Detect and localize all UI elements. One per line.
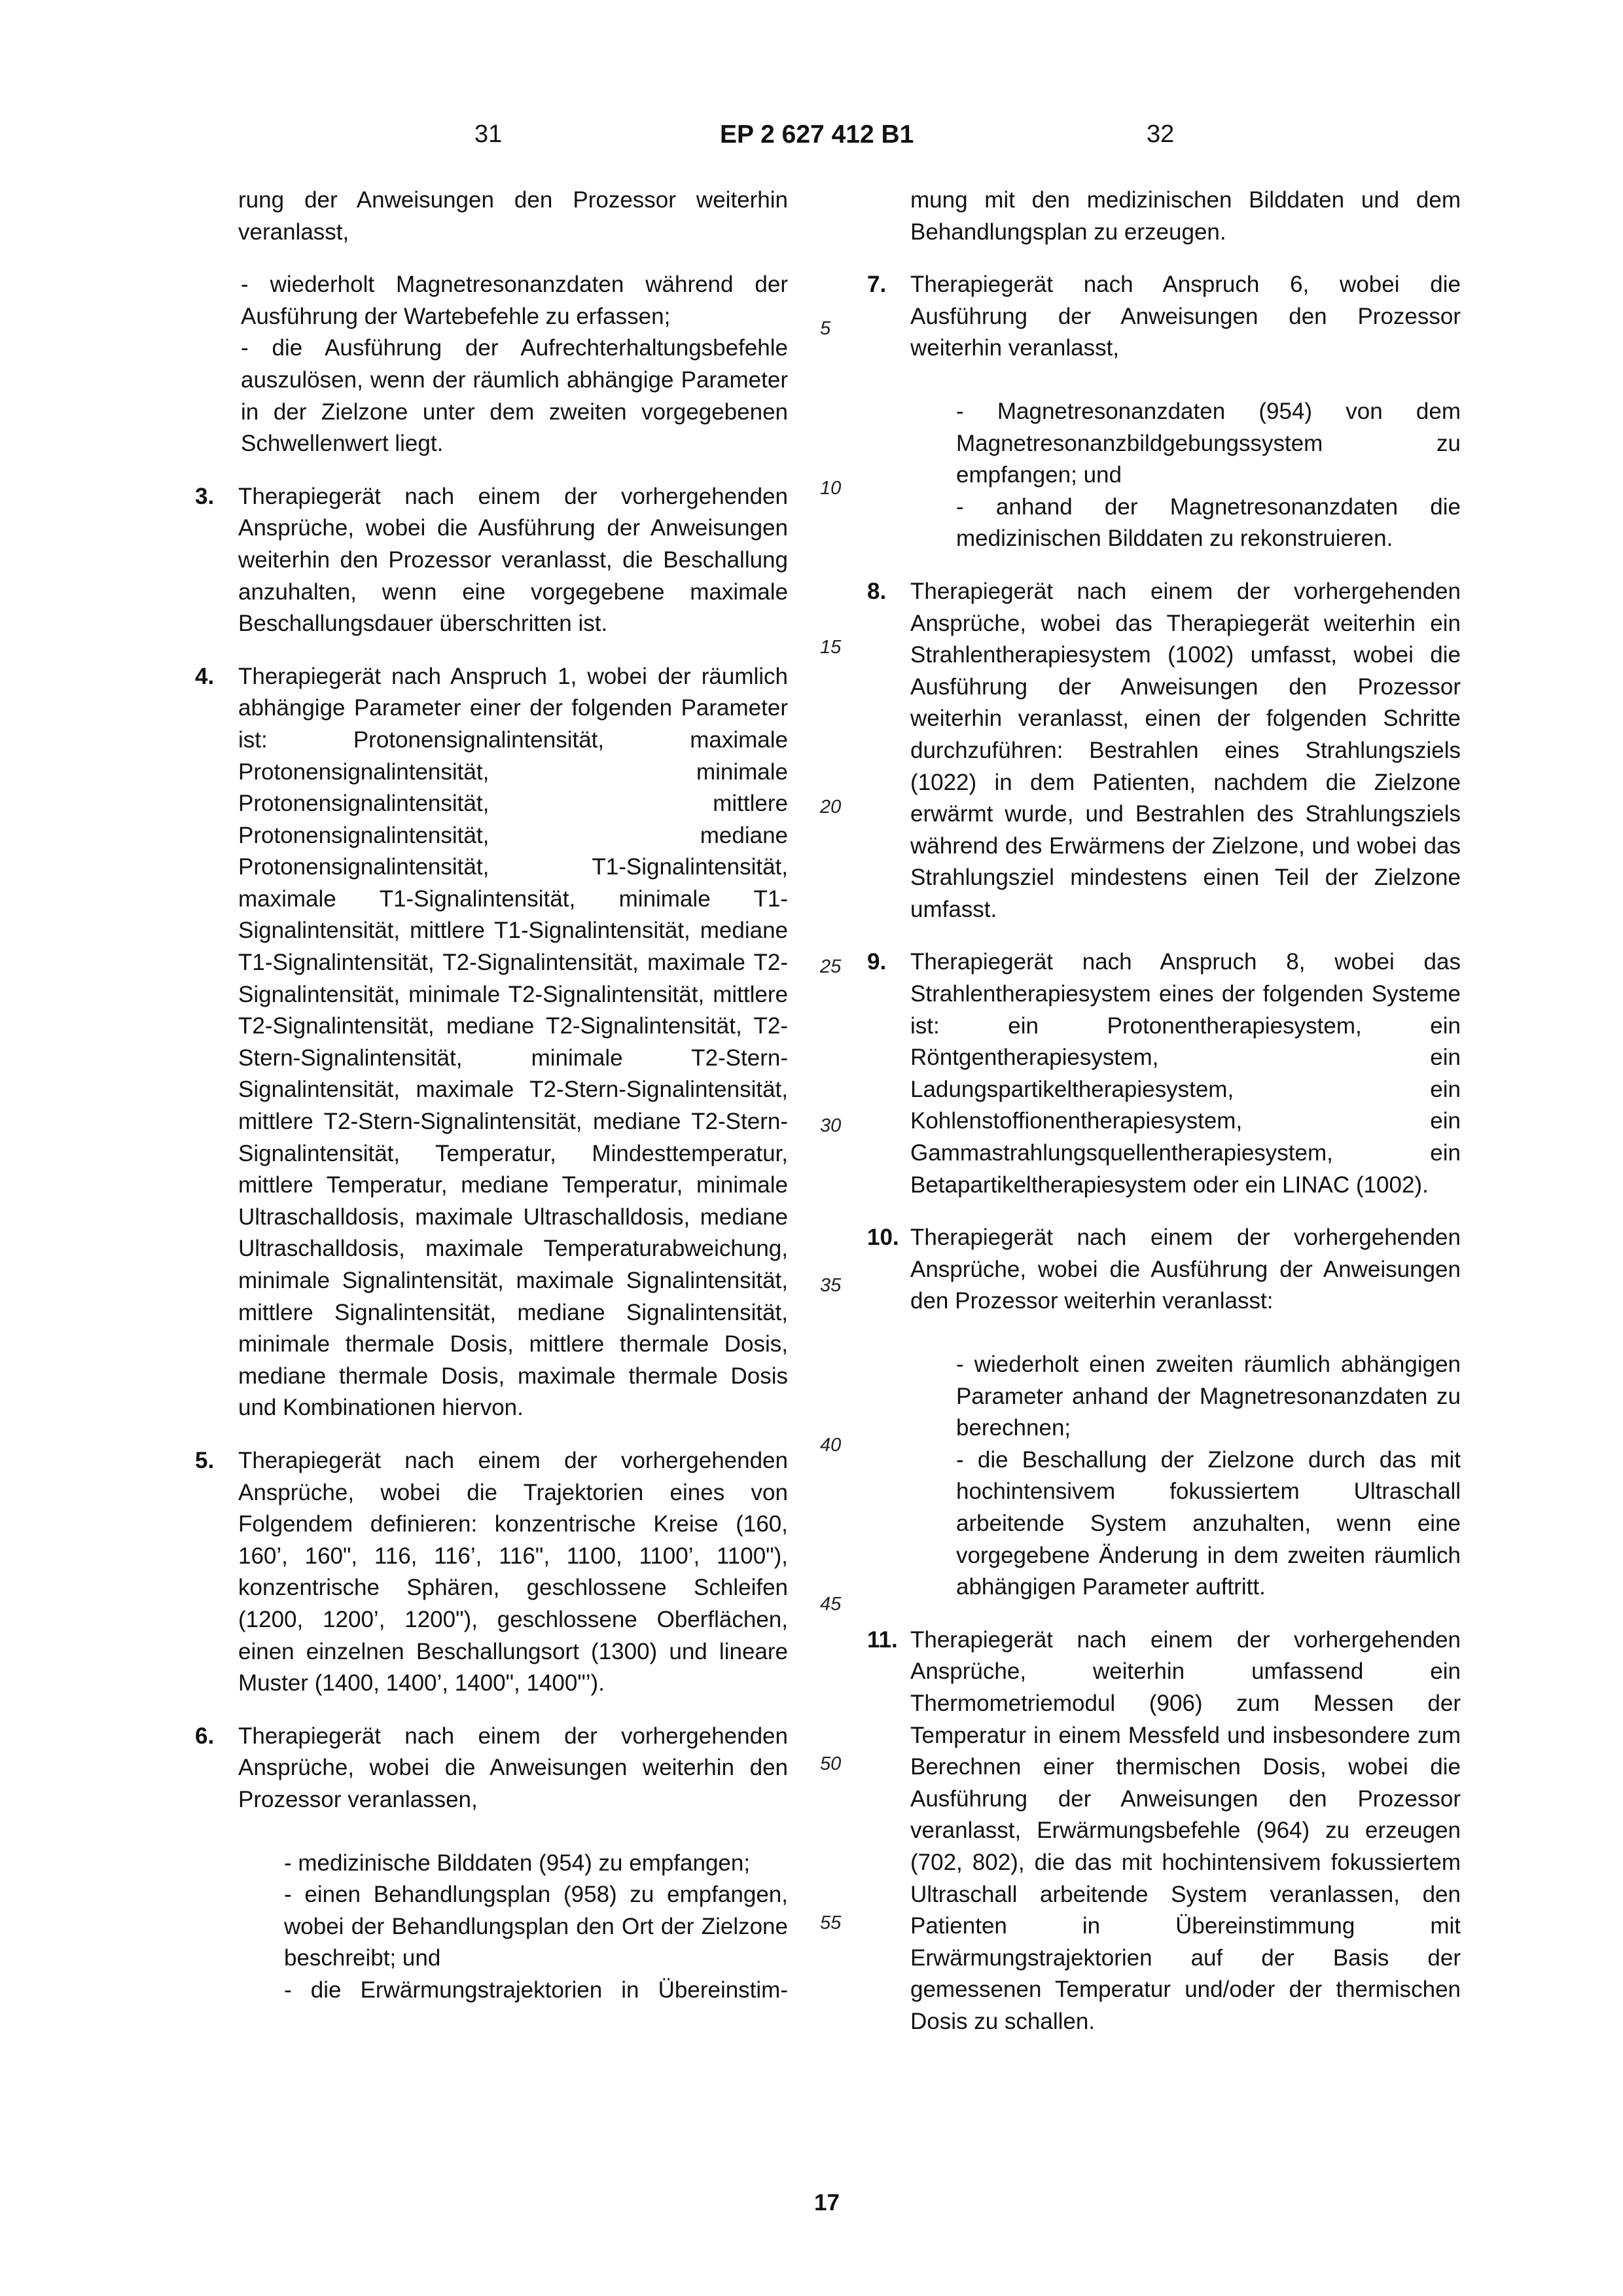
claim-text: Therapiegerät nach einem der vorhergehenden Ansprüche, wobei das Therapiegerät weiterhin ein Strahlentherapiesystem (1002) umfasst, wobei die Ausführung der Anweisungen den Prozessor weiterhin veranlasst, einen der folgenden Schritte durchzuführen: Bestrahlen eines Strahlungsziels (1022) in dem Patienten, nachdem die Zielzone erwärmt wurde, und Bestrahlen des Strahlungsziels während des Erwärmens der Zielzone, und wobei das Strahlungsziel mindestens einen Teil der Zielzone umfasst. xyxy=(910,578,1461,922)
subitem-list xyxy=(956,1349,1461,1604)
claim-number: 4. xyxy=(195,663,215,689)
subitem: - die Beschallung der Zielzone durch das mit hochintensivem fokussiertem Ultraschall arbeitende System anzuhalten, wenn eine vorgegebene Änderung in dem zweiten räumlich abhängigen Parameter auftritt. xyxy=(956,1446,1461,1600)
left-page-number: 31 xyxy=(474,120,503,148)
claim-text: Therapiegerät nach einem der vorhergehenden Ansprüche, wobei die Ausführung der Anweisungen den Prozessor weiterhin veranlasst: xyxy=(910,1225,1461,1314)
claim-6 xyxy=(195,1721,788,2007)
line-number: 15 xyxy=(820,637,842,658)
claim-number: 8. xyxy=(867,578,887,604)
line-number: 40 xyxy=(820,1435,842,1456)
line-number: 50 xyxy=(820,1753,842,1774)
claim-9 xyxy=(867,946,1461,1201)
subitem: - die Ausführung der Aufrechterhaltungsbefehle auszulösen, wenn der räumlich abhängige Parameter in der Zielzone unter dem zweiten vorgegebenen Schwellenwert liegt. xyxy=(241,335,788,457)
continuation-text: mung mit den medizinischen Bilddaten und dem Behandlungsplan zu erzeugen. xyxy=(910,187,1461,245)
left-column xyxy=(195,185,788,2027)
right-column xyxy=(867,185,1461,2058)
claim-text: Therapiegerät nach einem der vorhergehenden Ansprüche, weiterhin umfassend ein Thermometriemodul (906) zum Messen der Temperatur in einem Messfeld und insbesondere zum Berechnen einer thermischen Dosis, wobei die Ausführung der Anweisungen den Prozessor veranlasst, Erwärmungsbefehle (964) zu erzeugen (702, 802), die das mit hochintensivem fokussiertem Ultraschall arbeitende System veranlassen, den Patienten in Übereinstimmung mit Erwärmungstrajektorien auf der Basis der gemessenen Temperatur und/oder der thermischen Dosis zu schallen. xyxy=(910,1626,1461,2034)
subitem-list xyxy=(284,1848,788,2007)
line-number: 10 xyxy=(820,478,842,499)
claim-7 xyxy=(867,269,1461,555)
subitem: - einen Behandlungsplan (958) zu empfangen, wobei der Behandlungsplan den Ort der Zielzone beschreibt; und xyxy=(284,1882,788,1971)
subitem-list xyxy=(241,269,788,460)
right-page-number: 32 xyxy=(1147,120,1175,148)
claim-3 xyxy=(195,481,788,640)
claim-number: 3. xyxy=(195,483,215,509)
claim-4 xyxy=(195,661,788,1424)
subitem: - medizinische Bilddaten (954) zu empfangen; xyxy=(284,1850,751,1876)
claim-number: 9. xyxy=(867,949,887,975)
claim-number: 10. xyxy=(867,1225,899,1251)
subitem: - Magnetresonanzdaten (954) von dem Magnetresonanzbildgebungssystem zu empfangen; und xyxy=(956,398,1461,488)
document-number: EP 2 627 412 B1 xyxy=(720,120,914,149)
claim-11 xyxy=(867,1624,1461,2038)
line-number: 5 xyxy=(820,318,831,339)
subitem: - die Erwärmungstrajektorien in Übereinstim- xyxy=(284,1977,788,2003)
claim-5 xyxy=(195,1445,788,1700)
claim-10 xyxy=(867,1222,1461,1604)
subitem: - anhand der Magnetresonanzdaten die medizinischen Bilddaten zu rekonstruieren. xyxy=(956,493,1461,552)
claim-text: Therapiegerät nach Anspruch 6, wobei die Ausführung der Anweisungen den Prozessor weiterhin veranlasst, xyxy=(910,272,1461,361)
line-number: 30 xyxy=(820,1115,842,1136)
claim-text: Therapiegerät nach Anspruch 1, wobei der räumlich abhängige Parameter einer der folgenden Parameter ist: Protonensignalintensität, maximale Protonensignalintensität, minimale Protonensignalintensität, mittlere Protonensignalintensität, mediane Protonensignalintensität, T1-Signalintensität, maximale T1-Signalintensität, minimale T1-Signalintensität, mittlere T1-Signalintensität, mediane T1-Signalintensität, T2-Signalintensität, maximale T2-Signalintensität, minimale T2-Signalintensität, mittlere T2-Signalintensität, mediane T2-Signalintensität, T2-Stern-Signalintensität, minimale T2-Stern-Signalintensität, maximale T2-Stern-Signalintensität, mittlere T2-Stern-Signalintensität, mediane T2-Stern-Signalintensität, Temperatur, Mindesttemperatur, mittlere Temperatur, mediane Temperatur, minimale Ultraschalldosis, maximale Ultraschalldosis, mediane Ultraschalldosis, maximale Temperaturabweichung, minimale Signalintensität, maximale Signalintensität, mittlere Signalintensität, mediane Signalintensität, minimale thermale Dosis, mittlere thermale Dosis, mediane thermale Dosis, maximale thermale Dosis und Kombinationen hiervon. xyxy=(238,663,788,1421)
claim-text: Therapiegerät nach Anspruch 8, wobei das Strahlentherapiesystem eines der folgenden Systeme ist: ein Protonentherapiesystem, ein Röntgentherapiesystem, ein Ladungspartikeltherapiesystem, ein Kohlenstoffionentherapiesystem, ein Gammastrahlungsquellentherapiesystem, ein Betapartikeltherapiesystem oder ein LINAC (1002). xyxy=(910,949,1461,1198)
line-number: 35 xyxy=(820,1275,842,1296)
page-number: 17 xyxy=(814,2190,840,2215)
claim-8 xyxy=(867,576,1461,926)
subitem-list xyxy=(956,396,1461,555)
line-number: 25 xyxy=(820,956,842,977)
claim-text: Therapiegerät nach einem der vorhergehenden Ansprüche, wobei die Ausführung der Anweisungen weiterhin den Prozessor veranlasst, die Beschallung anzuhalten, wenn eine vorgegebene maximale Beschallungsdauer überschritten ist. xyxy=(238,483,788,637)
claim-number: 11. xyxy=(867,1626,898,1653)
line-number: 20 xyxy=(820,797,842,817)
continuation-text: rung der Anweisungen den Prozessor weiterhin veranlasst, xyxy=(238,187,788,245)
claim-number: 6. xyxy=(195,1723,215,1749)
claim-text: Therapiegerät nach einem der vorhergehenden Ansprüche, wobei die Anweisungen weiterhin den Prozessor veranlassen, xyxy=(238,1723,788,1812)
line-number: 45 xyxy=(820,1594,842,1615)
claim-text: Therapiegerät nach einem der vorhergehenden Ansprüche, wobei die Trajektorien eines von Folgendem definieren: konzentrische Kreise (160, 160’, 160", 116, 116’, 116", 1100, 1100’, 1100"), konzentrische Sphären, geschlossene Schleifen (1200, 1200’, 1200"), geschlossene Oberflächen, einen einzelnen Beschallungsort (1300) und lineare Muster (1400, 1400’, 1400", 1400"’). xyxy=(238,1447,788,1696)
claim-number: 5. xyxy=(195,1447,215,1473)
subitem: - wiederholt einen zweiten räumlich abhängigen Parameter anhand der Magnetresonanzdaten zu berechnen; xyxy=(956,1352,1461,1441)
subitem: - wiederholt Magnetresonanzdaten während der Ausführung der Wartebefehle zu erfassen; xyxy=(241,272,788,329)
claim-number: 7. xyxy=(867,272,887,298)
line-number: 55 xyxy=(820,1912,842,1933)
